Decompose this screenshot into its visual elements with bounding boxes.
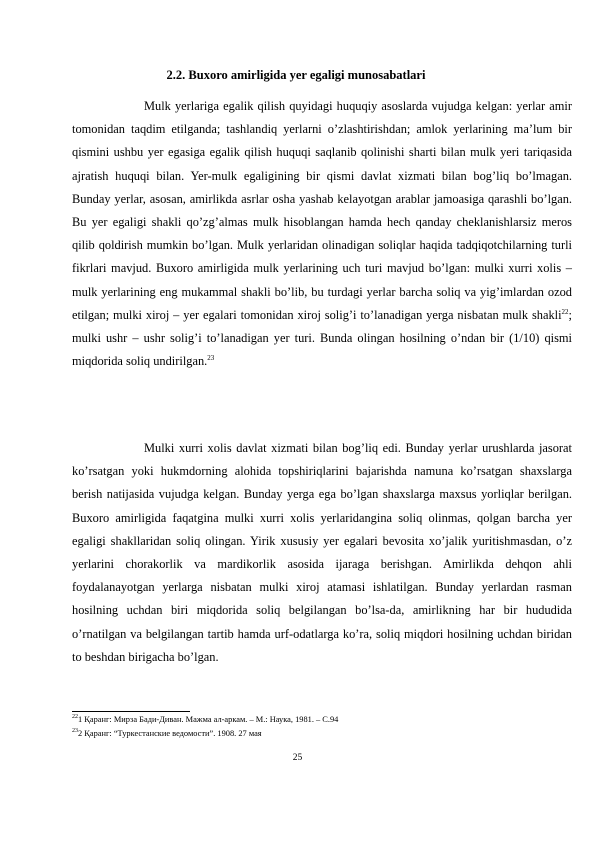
paragraph-1-text-b: ; mulki ushr – ushr solig’i to’lanadigan yer turi. Bunda olingan hosilning o’ndan bir (1/10) qismi miqdorida soliq undirilgan. <box>72 307 572 369</box>
body-paragraph-2: Mulki xurri xolis davlat xizmati bilan bog’liq edi. Bunday yerlar urushlarda jasorat ko’rsatgan yoki hukmdorning alohida topshiriqlarini bajarishda namuna ko’rsatgan shaxslarga berish natijasida vujudga kelgan. Bunday yerga ega bo’lgan shaxslarga maxsus yorliqlar berilgan. Buxoro amirligida faqatgina mulki xurri xolis yerlaridangina soliq olinmas, qolgan barcha yer egaligi shakllaridan soliq olingan. Yirik xususiy yer egalari bevosita xo’jalik yuritishmasdan, o’z yerlarini chorakorlik va mardikorlik asosida ijaraga berishgan. Amirlikda dehqon ahli foydalanayotgan yerlarga nisbatan mulki xiroj atamasi ishlatilgan. Bunday yerlardan rasman hosilning uchdan biri miqdorida soliq belgilangan bo’lsa-da, amirlikning har bir hududida o’rnatilgan va belgilangan tartib hamda urf-odatlarga ko’ra, soliq miqdori hosilning uchdan biridan to beshdan birigacha bo’lgan. <box>72 441 572 664</box>
footnote-22 <box>72 714 572 725</box>
footnote-number: 23 <box>72 728 78 735</box>
body-paragraph-1 <box>72 95 572 373</box>
footnote-text: 2 Қаранг: “Туркестанские ведомости”. 1908. 27 мая <box>78 729 262 738</box>
footnote-divider <box>72 711 190 712</box>
footnote-text: 1 Қаранг: Мирза Бади-Диван. Мажма ал-аркам. – М.: Наука, 1981. – С.94 <box>78 715 339 724</box>
footnote-number: 22 <box>72 714 78 721</box>
footnote-23 <box>72 728 572 739</box>
page-number: 25 <box>292 753 303 763</box>
section-title: 2.2. Buxoro amirligida yer egaligi munosabatlari <box>166 68 426 82</box>
footnote-ref-22[interactable]: 22 <box>561 307 569 316</box>
paragraph-1-text-a: Mulk yerlariga egalik qilish quyidagi huquqiy asoslarda vujudga kelgan: yerlar amir tomonidan taqdim etilganda; tashlandiq yerlarni o’zlashtirishdan; amlok yerlarining ma’lum bir qismini ushbu yer egasiga egalik qilish huquqi saqlanib qolinishi sharti bilan mulk yeri tariqasida ajratish huquqi bilan. Yer-mulk egaligining bir qismi davlat xizmati bilan bog’liq bo’lmagan. Bunday yerlar, asosan, amirlikda asrlar osha yashab kelayotgan arablar jamoasiga qarashli bo’lgan. Bu yer egaligi shakli qo’zg’almas mulk hisoblangan hamda hech qanday cheklanishlarsiz meros qilib qoldirish mumkin bo’lgan. Mulk yerlaridan olinadigan soliqlar haqida tadqiqotchilarning turli fikrlari mavjud. Buxoro amirligida mulk yerlarining uch turi mavjud bo’lgan: mulki xurri xolis – mulk yerlarining eng mukammal shakli bo’lib, bu turdagi yerlar barcha soliq va yig’imlardan ozod etilgan; mulki xiroj – yer egalari tomonidan xiroj solig’i to’lanadigan yerga nisbatan mulk shakli <box>72 99 572 322</box>
footnote-ref-23[interactable]: 23 <box>207 354 215 363</box>
